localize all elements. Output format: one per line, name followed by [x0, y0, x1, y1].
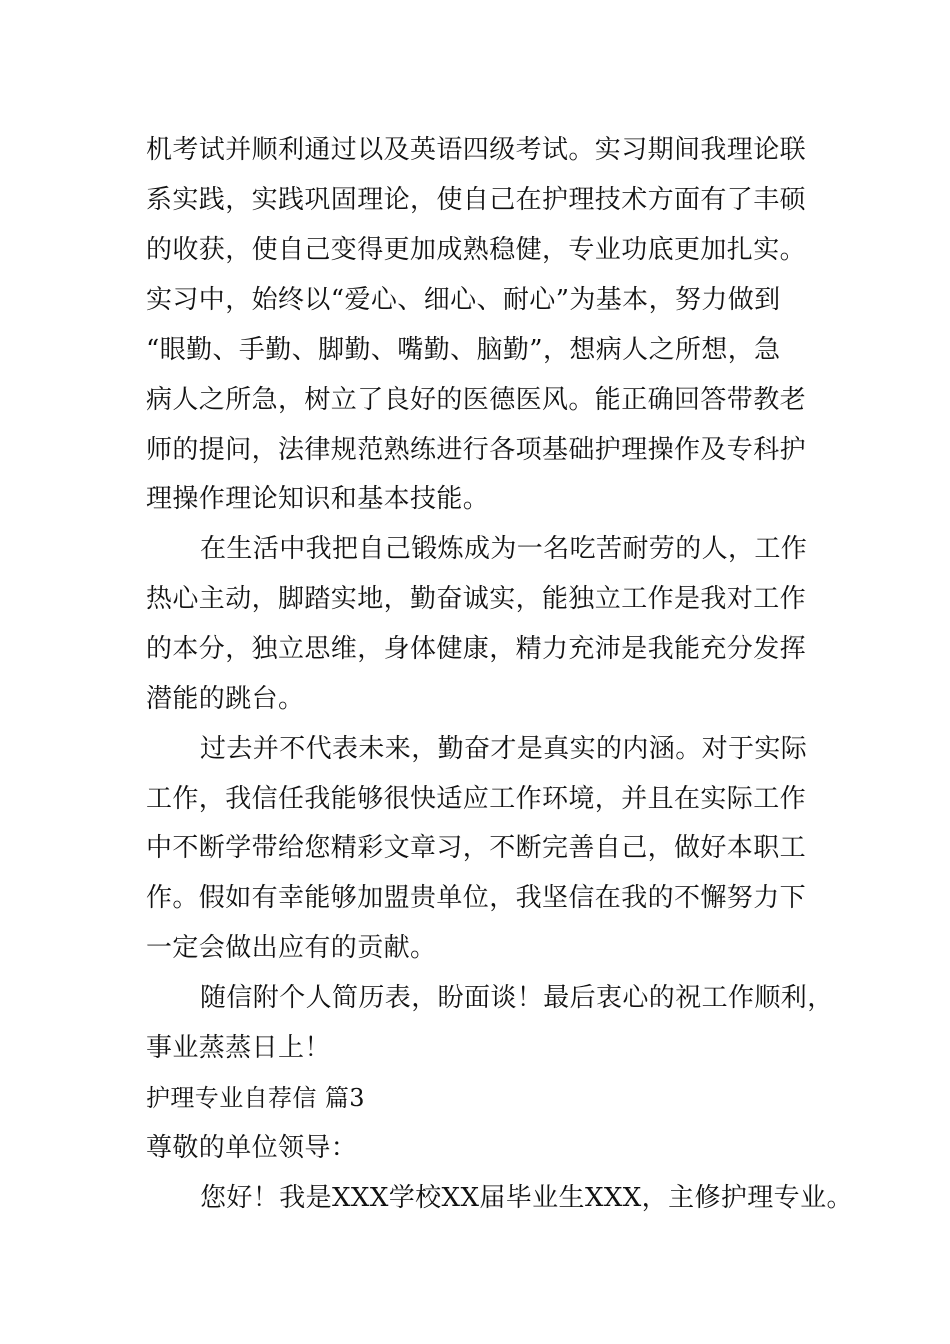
- body-line: 工作，我信任我能够很快适应工作环境，并且在实际工作: [146, 784, 807, 814]
- body-line: 实习中，始终以“爱心、细心、耐心”为基本，努力做到: [146, 285, 781, 315]
- body-line: 一定会做出应有的贡献。: [146, 933, 437, 963]
- body-line: 病人之所急，树立了良好的医德医风。能正确回答带教老: [146, 385, 807, 415]
- body-line: 师的提问，法律规范熟练进行各项基础护理操作及专科护: [146, 435, 807, 465]
- body-line: 理操作理论知识和基本技能。: [146, 484, 490, 514]
- section-heading: 护理专业自荐信 篇3: [146, 1084, 365, 1112]
- paragraph-start-line: 过去并不代表未来，勤奋才是真实的内涵。对于实际: [200, 734, 808, 764]
- body-line: 中不断学带给您精彩文章习，不断完善自己，做好本职工: [146, 833, 807, 863]
- body-line: “眼勤、手勤、脚勤、嘴勤、脑勤”，想病人之所想，急: [146, 335, 781, 365]
- body-line: 事业蒸蒸日上！: [146, 1033, 331, 1063]
- paragraph-start-line: 在生活中我把自己锻炼成为一名吃苦耐劳的人，工作: [200, 534, 808, 564]
- body-line: 热心主动，脚踏实地，勤奋诚实，能独立工作是我对工作: [146, 584, 807, 614]
- paragraph-start-line: 随信附个人简历表，盼面谈！最后衷心的祝工作顺利，: [200, 983, 834, 1013]
- body-line: 的收获，使自己变得更加成熟稳健，专业功底更加扎实。: [146, 235, 807, 265]
- body-line: 作。假如有幸能够加盟贵单位，我坚信在我的不懈努力下: [146, 883, 807, 913]
- body-line: 潜能的跳台。: [146, 684, 305, 714]
- salutation: 尊敬的单位领导：: [146, 1133, 358, 1163]
- body-line: 系实践，实践巩固理论，使自己在护理技术方面有了丰硕: [146, 185, 807, 215]
- paragraph-start-line: 您好！我是XXX学校XX届毕业生XXX，主修护理专业。: [200, 1183, 853, 1213]
- body-line: 机考试并顺利通过以及英语四级考试。实习期间我理论联: [146, 135, 807, 165]
- body-line: 的本分，独立思维，身体健康，精力充沛是我能充分发挥: [146, 634, 807, 664]
